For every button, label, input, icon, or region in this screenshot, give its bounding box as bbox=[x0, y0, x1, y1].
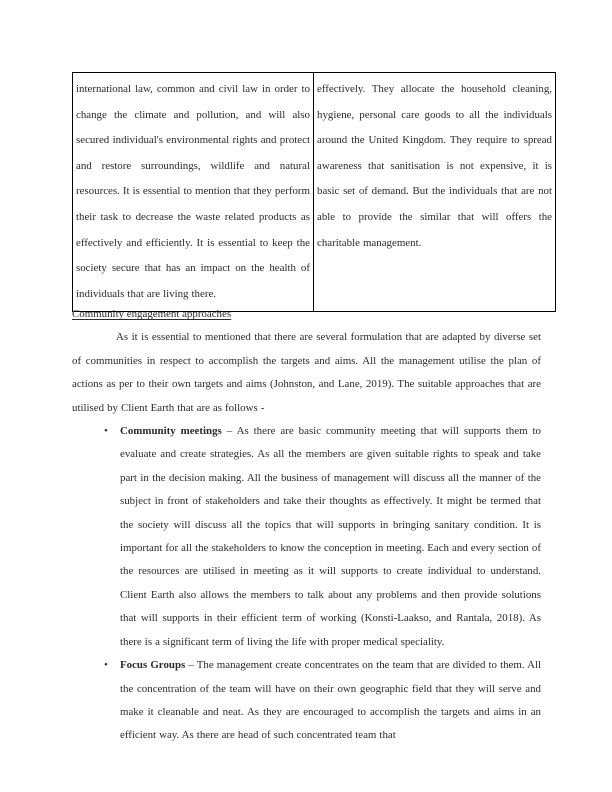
list-item bbox=[72, 654, 541, 748]
body-content bbox=[72, 303, 541, 748]
list-item-separator: – bbox=[185, 659, 197, 672]
list-item-text: The management create concentrates on the team that are divided to them. All the concentration of the team will have on their own geographic field that they will serve and make it cleanable and neat. As they are encouraged to accomplish the targets and aims in an efficient way. As there are head of such concentrated team that bbox=[120, 659, 542, 742]
bullet-icon: • bbox=[104, 659, 108, 672]
intro-paragraph: As it is essential to mentioned that there are several formulation that are adapted by diverse set of communities in respect to accomplish the targets and aims. All the management utilise the plan of actions as per to their own targets and aims (Johnston, and Lane, 2019). The suitable approaches that are utilised by Client Earth that are as follows - bbox=[72, 331, 541, 414]
approaches-list bbox=[72, 420, 541, 748]
table-row bbox=[73, 73, 556, 312]
content-table bbox=[72, 72, 556, 312]
table-cell-left-text: international law, common and civil law in order to change the climate and pollution, and will also secured individual's environmental rights and protect and restore surroundings, wildlife and natural resources. It is essential to mention that they perform their task to decrease the waste related products as effectively and efficiently. It is essential to keep the society secure that has an impact on the health of individuals that are living there. bbox=[76, 83, 310, 300]
list-item-separator: – bbox=[221, 425, 237, 438]
section-heading: Community engagement approaches bbox=[72, 308, 232, 320]
list-item-text: As there are basic community meeting that will supports them to evaluate and create strategies. As all the members are given suitable rights to speak and take part in the decision making. All the business of management will discuss all the manner of the subject in front of stakeholders and take their thoughts as effectively. It might be termed that the society will discuss all the topics that will supports in bringing sanitary condition. It is important for all the stakeholders to know the conception in meeting. Each and every section of the resources are utilised in meeting as it will supports to create individual to understand. Client Earth also allows the members to talk about any problems and then provide solutions that will supports in their efficient term of working (Konsti-Laakso, and Rantala, 2018). As there is a significant term of living the life with proper medical speciality. bbox=[120, 425, 541, 648]
list-item-term: Community meetings bbox=[120, 425, 222, 438]
table-cell-left bbox=[73, 73, 314, 312]
table-cell-right bbox=[314, 73, 556, 312]
table-cell-right-text: effectively. They allocate the household cleaning, hygiene, personal care goods to all the individuals around the United Kingdom. They require to spread awareness that sanitisation is not expensive, it is basic set of demand. But the individuals that are not able to provide the similar that will offers the charitable management. bbox=[317, 83, 552, 249]
list-item bbox=[72, 420, 541, 654]
bullet-icon: • bbox=[104, 425, 108, 438]
list-item-term: Focus Groups bbox=[120, 659, 186, 672]
